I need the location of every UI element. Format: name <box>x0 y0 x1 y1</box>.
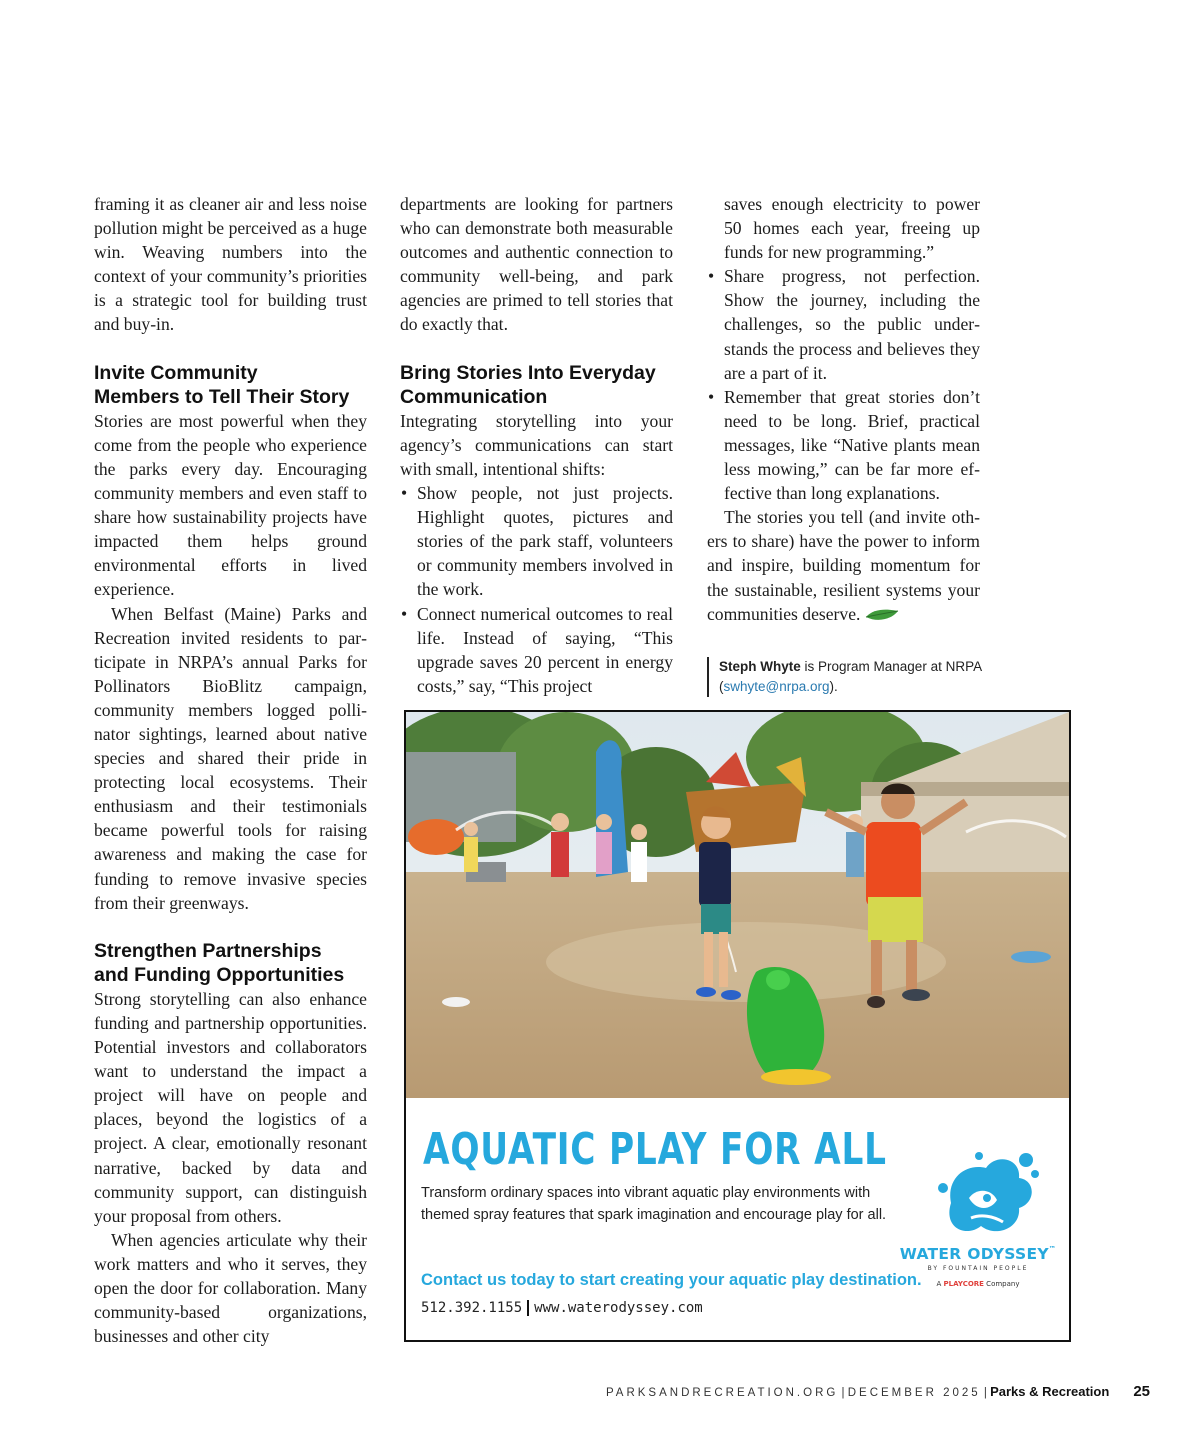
bullet-icon: • <box>401 483 408 504</box>
ad-phone[interactable]: 512.392.1155 <box>421 1300 523 1316</box>
footer-magazine: Parks & Recreation <box>990 1384 1110 1399</box>
ad-website-link[interactable]: www.waterodyssey.com <box>534 1300 703 1316</box>
paragraph: When Belfast (Maine) Parks and Recreation invited residents to participate in NRPA’s annual Parks for Pollinators BioBlitz campaign, community members logged pollinator sightings, learned about native species and shared their pride in protecting local ecosystems. Their enthusiasm and their testimonials became powerful tools for raising awareness and making the case for funding to remove invasive species from their greenways. <box>94 603 367 913</box>
bullet-icon: • <box>401 603 408 624</box>
bullet-icon: • <box>708 266 715 287</box>
brand-name: WATER ODYSSEY™ <box>899 1245 1057 1263</box>
ad-contact <box>421 1300 703 1316</box>
article-column-3 <box>707 192 980 626</box>
bullet-icon: • <box>708 386 715 407</box>
paragraph: framing it as cleaner air and less noise pollution might be perceived as a huge win. Weaving numbers into the context of your community’s priorities is a strategic tool for building trust and buy-in. <box>94 194 367 335</box>
tips-list <box>400 481 673 698</box>
list-item: • Remember that great stories don’t need to be long. Brief, practical messages, like “Native plants mean less mowing,” can be far more effective than long explanations. <box>708 386 980 504</box>
leaf-icon <box>864 607 900 625</box>
section-heading-bring: Bring Stories Into Everyday Communication <box>400 361 656 408</box>
parent-company: A PLAYCORE Company <box>936 1280 1020 1288</box>
splash-pad-photo <box>406 712 1069 1098</box>
paragraph: Stories are most powerful when they come from the people who experience the parks every day. Encouraging community members and even staff to share how sustainability projects have impacted them helps ground environmental efforts in lived experience. <box>94 410 367 600</box>
paragraph: Integrating storytelling into your agency’s communications can start with small, intentional shifts: <box>400 410 673 479</box>
section-heading-invite: Invite Community Members to Tell Their Story <box>94 361 350 408</box>
list-item: • Share progress, not perfection. Show the journey, including the challenges, so the public understands the process and believes they are a part of it. <box>708 266 980 383</box>
article-column-1 <box>94 192 367 1348</box>
author-email-link[interactable]: swhyte@nrpa.org <box>723 679 830 694</box>
article-column-2 <box>400 192 673 698</box>
ad-headline: AQUATIC PLAY FOR ALL <box>423 1124 887 1175</box>
page-number: 25 <box>1133 1383 1150 1400</box>
closing-paragraph: The stories you tell (and invite others to share) have the power to inform and inspire, building momentum for the sustainable, resilient systems your communities deserve. <box>707 507 980 624</box>
footer-date: DECEMBER 2025 <box>847 1387 981 1399</box>
list-item: • Connect numerical outcomes to real life. Instead of saying, “This upgrade saves 20 percent in energy costs,” say, “This project <box>401 603 673 696</box>
list-item: • Show people, not just projects. Highlight quotes, pictures and stories of the park staff, volunteers or community members involved in the work. <box>401 483 673 600</box>
page-footer: PARKSANDRECREATION.ORG | DECEMBER 2025 | Parks & Recreation 25 <box>605 1383 1150 1400</box>
paragraph: When agencies articulate why their work matters and who it serves, they open the door for collaboration. Many community-based organizations, businesses and other city <box>94 1229 367 1347</box>
author-bio: Steph Whyte is Program Manager at NRPA (swhyte@nrpa.org). <box>707 657 1009 697</box>
section-heading-strengthen: Strengthen Partnerships and Funding Opportunities <box>94 939 345 986</box>
water-splash-logo-icon <box>931 1148 1041 1243</box>
brand-tagline: BY FOUNTAIN PEOPLE <box>927 1265 1029 1272</box>
paragraph: Strong storytelling can also enhance funding and partnership opportunities. Potential investors and collaborators want to understand the impact a project will have on people and places, beyond the logistics of a project. A clear, emotionally resonant narrative, backed by data and community support, can distinguish your proposal from others. <box>94 988 367 1226</box>
footer-site: PARKSANDRECREATION.ORG <box>605 1387 839 1399</box>
tips-list <box>707 264 980 505</box>
ad-call-to-action[interactable]: Contact us today to start creating your aquatic play destination. <box>421 1271 922 1289</box>
divider <box>527 1300 529 1316</box>
list-item-continued: saves enough electricity to power 50 homes each year, freeing up funds for new programming.” <box>724 194 980 263</box>
ad-body: Transform ordinary spaces into vibrant aquatic play environments with themed spray features that spark imagination and encourage play for all. <box>421 1185 887 1223</box>
author-name: Steph Whyte <box>719 659 801 674</box>
paragraph: departments are looking for partners who can demonstrate both measurable outcomes and authentic connection to community well-being, and park agencies are primed to tell stories that do exactly that. <box>400 194 673 335</box>
advertisement <box>404 710 1071 1342</box>
